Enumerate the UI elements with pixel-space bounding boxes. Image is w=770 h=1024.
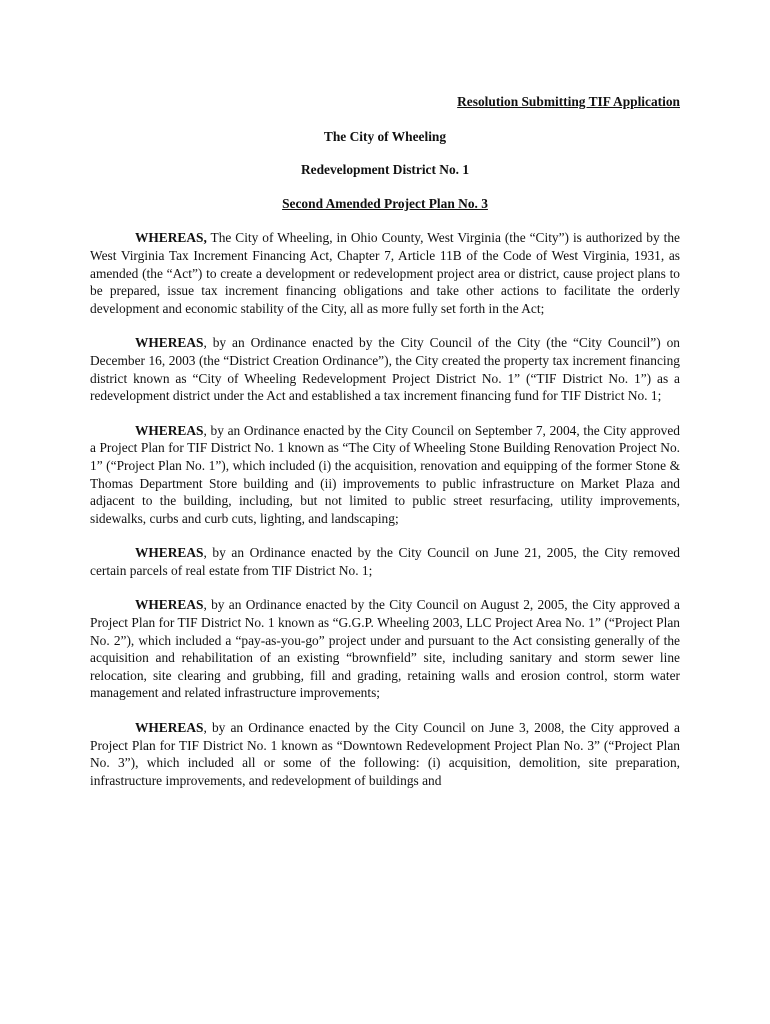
whereas-lead: WHEREAS bbox=[135, 422, 204, 438]
whereas-lead: WHEREAS bbox=[135, 720, 204, 736]
plan-heading: Second Amended Project Plan No. 3 bbox=[282, 195, 488, 211]
paragraph-text: , by an Ordinance enacted by the City Council on June 3, 2008, the City approved a Project Plan for TIF District No. 1 known as “Downtown Redevelopment Project Plan No. 3” (“Project Plan No. 3”), which included all or some of the following: (i) acquisition, demolition, site preparation, infrastructure improvements, and redevelopment of buildings and bbox=[90, 720, 680, 788]
paragraph-text: , by an Ordinance enacted by the City Council on August 2, 2005, the City approved a Project Plan for TIF District No. 1 known as “G.G.P. Wheeling 2003, LLC Project Area No. 1” (“Project Plan No. 2”), which included a “pay-as-you-go” project under and pursuant to the Act consisting generally of the acquisition and rehabilitation of an existing “brownfield” site, including sanitary and storm sewer line relocation, site clearing and grubbing, fill and grading, retaining walls and erosion control, storm water management and related infrastructure improvements; bbox=[90, 597, 680, 701]
city-heading: The City of Wheeling bbox=[323, 128, 447, 144]
paragraph-text: , by an Ordinance enacted by the City Council on September 7, 2004, the City approved a Project Plan for TIF District No. 1 known as “The City of Wheeling Stone Building Renovation Project No. 1” (“Project Plan No. 1”), which included (i) the acquisition, renovation and equipping of the former Stone & Thomas Department Store building and (ii) improvements to public infrastructure on Market Plaza and adjacent to the building, including, but not limited to public street resurfacing, utility improvements, sidewalks, curbs and curb cuts, lighting, and landscaping; bbox=[90, 422, 680, 526]
whereas-lead: WHEREAS bbox=[135, 335, 204, 351]
whereas-paragraph-6 bbox=[90, 719, 680, 789]
paragraph-text: The City of Wheeling, in Ohio County, West Virginia (the “City”) is authorized by the West Virginia Tax Increment Financing Act, Chapter 7, Article 11B of the Code of West Virginia, 1931, as amended (the “Act”) to create a development or redevelopment project area or district, cause project plans to be prepared, issue tax increment financing obligations and take other actions to facilitate the orderly development and economic stability of the City, all as more fully set forth in the Act; bbox=[90, 230, 680, 316]
district-heading: Redevelopment District No. 1 bbox=[300, 162, 470, 178]
whereas-lead: WHEREAS bbox=[135, 597, 204, 613]
whereas-paragraph-2 bbox=[90, 334, 680, 404]
whereas-paragraph-4 bbox=[90, 544, 680, 579]
paragraph-text: , by an Ordinance enacted by the City Council on June 21, 2005, the City removed certain parcels of real estate from TIF District No. 1; bbox=[90, 545, 680, 578]
whereas-paragraph-1 bbox=[90, 229, 680, 317]
whereas-lead: WHEREAS bbox=[135, 545, 204, 561]
whereas-paragraph-5 bbox=[90, 596, 680, 702]
paragraph-text: , by an Ordinance enacted by the City Council of the City (the “City Council”) on December 16, 2003 (the “District Creation Ordinance”), the City created the property tax increment financing district known as “City of Wheeling Redevelopment Project District No. 1” (“TIF District No. 1”) as a redevelopment district under the Act and established a tax increment financing fund for TIF District No. 1; bbox=[90, 335, 680, 404]
document-title: Resolution Submitting TIF Application bbox=[457, 94, 680, 109]
document-page bbox=[90, 93, 680, 806]
whereas-lead: WHEREAS, bbox=[135, 230, 207, 246]
whereas-paragraph-3 bbox=[90, 422, 680, 528]
